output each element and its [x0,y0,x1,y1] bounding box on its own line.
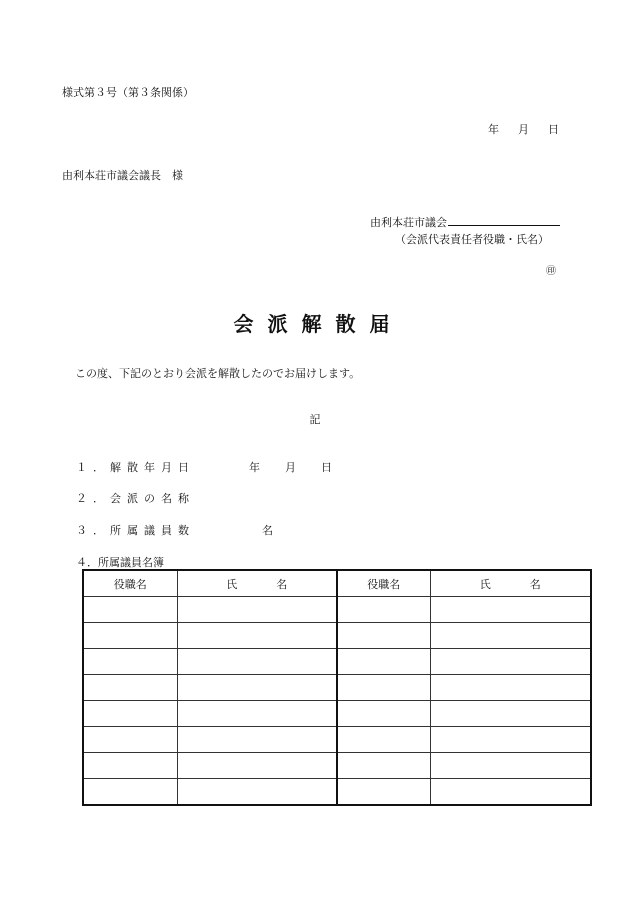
position-cell[interactable] [83,675,177,701]
header-position-1: 役職名 [83,570,177,597]
representative-note: （会派代表責任者役職・氏名） [395,233,549,246]
header-name-2: 氏 名 [430,570,591,597]
position-cell[interactable] [337,597,430,623]
name-cell[interactable] [177,779,337,806]
name-cell[interactable] [177,597,337,623]
date-day-label: 日 [548,123,559,136]
table-row [83,597,591,623]
item-faction-name: ２．会派の名称 [76,492,195,505]
position-cell[interactable] [83,597,177,623]
name-cell[interactable] [177,727,337,753]
position-cell[interactable] [83,649,177,675]
position-cell[interactable] [337,623,430,649]
form-number: 様式第３号（第３条関係） [62,86,194,99]
members-table [82,569,592,806]
header-position-2: 役職名 [337,570,430,597]
date-year-label: 年 [488,123,499,136]
position-cell[interactable] [83,779,177,806]
header-name-1: 氏 名 [177,570,337,597]
name-cell[interactable] [177,753,337,779]
name-cell[interactable] [177,649,337,675]
council-label: 由利本荘市議会 [370,216,447,229]
name-cell[interactable] [430,753,591,779]
item-date-month-label: 月 [285,461,296,474]
signature-field[interactable] [448,214,560,226]
date-line [488,121,559,137]
item-member-count: ３．所属議員数 [76,524,195,537]
position-cell[interactable] [83,753,177,779]
name-cell[interactable] [177,675,337,701]
item-dissolution-date: １．解散年月日 [76,461,195,474]
table-row [83,753,591,779]
position-cell[interactable] [337,701,430,727]
name-cell[interactable] [177,623,337,649]
position-cell[interactable] [337,727,430,753]
table-row [83,649,591,675]
position-cell[interactable] [337,779,430,806]
position-cell[interactable] [337,753,430,779]
ki-label: 記 [309,413,321,426]
table-row [83,623,591,649]
document-title: 会派解散届 [233,312,404,336]
date-month-label: 月 [518,123,529,136]
table-row [83,701,591,727]
name-cell[interactable] [430,597,591,623]
name-cell[interactable] [177,701,337,727]
item-member-list: ４．所属議員名簿 [76,556,164,569]
table-body [83,597,591,806]
intro-text: この度、下記のとおり会派を解散したのでお届けします。 [75,367,361,380]
name-cell[interactable] [430,623,591,649]
name-cell[interactable] [430,701,591,727]
position-cell[interactable] [337,649,430,675]
table-row [83,727,591,753]
item-date-day-label: 日 [321,461,332,474]
table-row [83,675,591,701]
item-member-count-unit: 名 [262,524,273,537]
name-cell[interactable] [430,727,591,753]
council-signature-line [370,214,560,230]
addressee: 由利本荘市議会議長 様 [62,169,183,182]
name-cell[interactable] [430,779,591,806]
position-cell[interactable] [83,727,177,753]
position-cell[interactable] [337,675,430,701]
seal-icon: ㊞ [546,266,556,277]
name-cell[interactable] [430,675,591,701]
position-cell[interactable] [83,701,177,727]
name-cell[interactable] [430,649,591,675]
item-date-year-label: 年 [249,461,260,474]
position-cell[interactable] [83,623,177,649]
table-row [83,779,591,806]
table-header-row [83,570,591,597]
